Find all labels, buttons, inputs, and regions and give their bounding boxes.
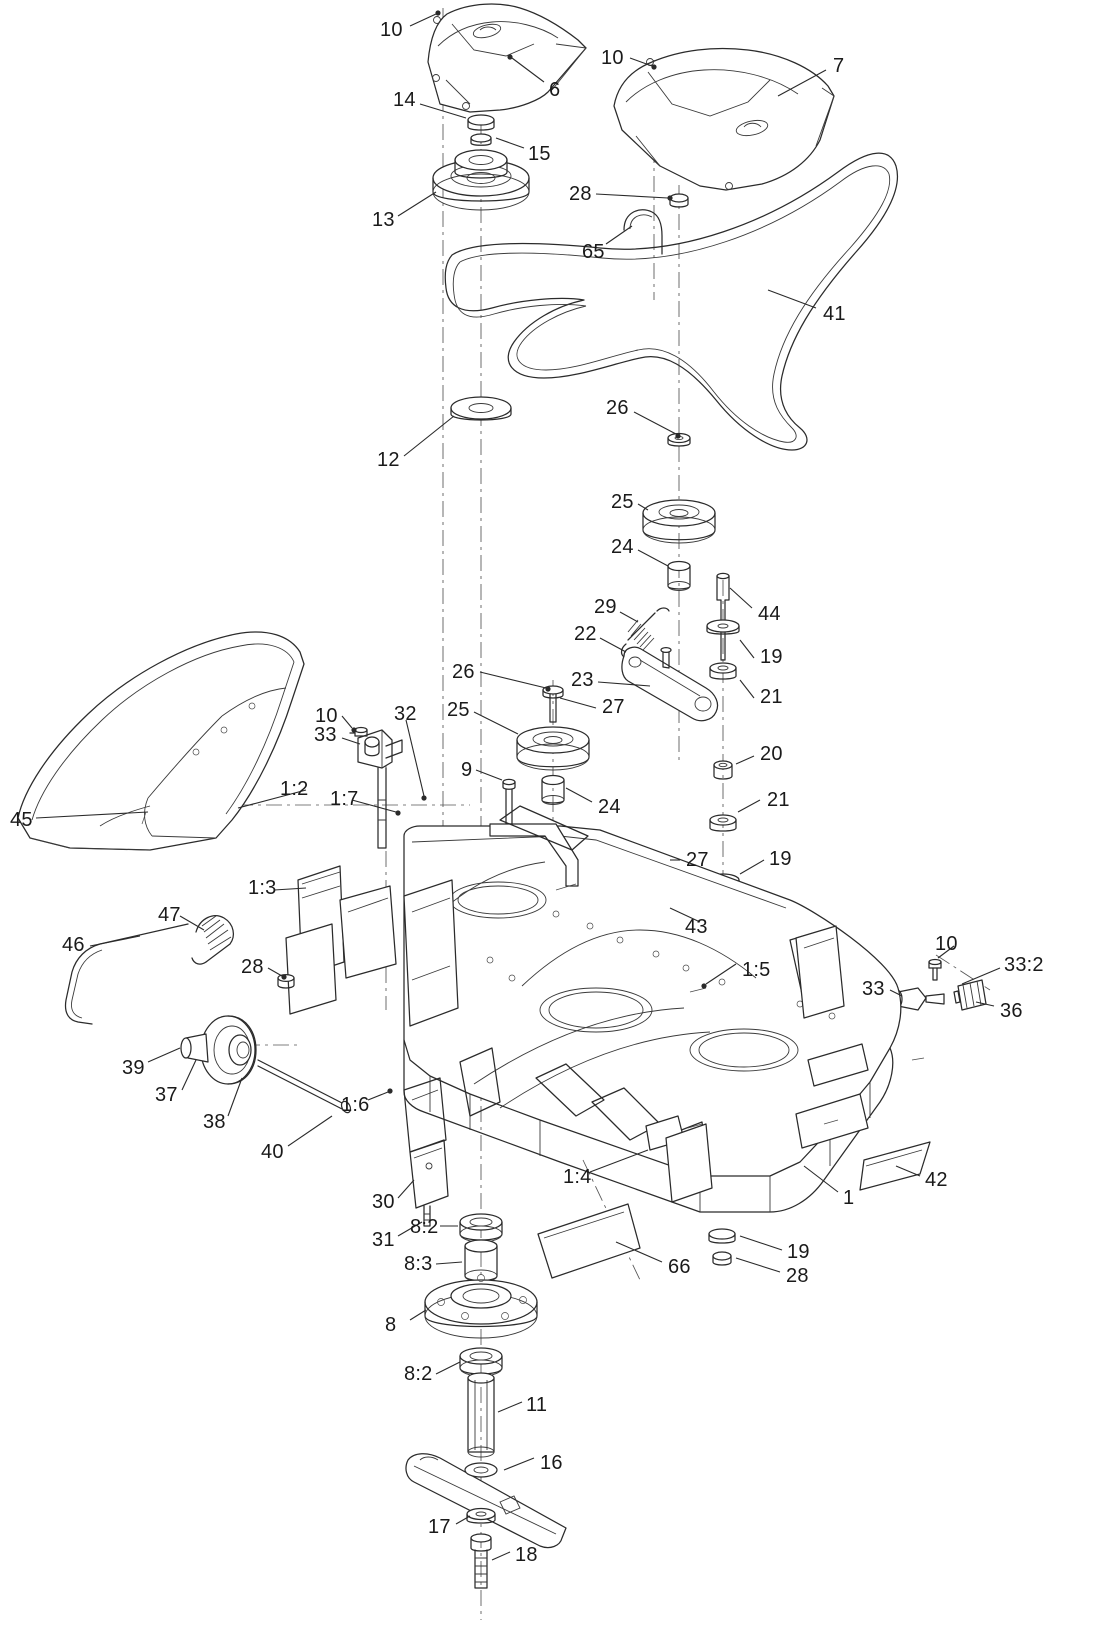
part-1-mower-deck bbox=[286, 806, 924, 1212]
callout-19: 19 bbox=[769, 848, 792, 870]
callout-8-3: 8:3 bbox=[404, 1253, 433, 1275]
part-42-deck-shield bbox=[860, 1142, 930, 1190]
callout-10: 10 bbox=[935, 933, 958, 955]
callout-12: 12 bbox=[377, 449, 400, 471]
part-45-discharge-deflector bbox=[18, 632, 304, 850]
callout-21: 21 bbox=[760, 686, 783, 708]
callout-26: 26 bbox=[606, 397, 629, 419]
callout-46: 46 bbox=[62, 934, 85, 956]
callout-18: 18 bbox=[515, 1544, 538, 1566]
callout-27: 27 bbox=[602, 696, 625, 718]
part-32-bracket bbox=[358, 730, 402, 848]
callout-23: 23 bbox=[571, 669, 594, 691]
callout-65: 65 bbox=[582, 241, 605, 263]
callout-25: 25 bbox=[611, 491, 634, 513]
part-25-idler-pulley-lower bbox=[517, 727, 589, 770]
callout-1-3: 1:3 bbox=[248, 877, 277, 899]
callout-24: 24 bbox=[598, 796, 621, 818]
center-lines bbox=[150, 8, 990, 1620]
callout-1-5: 1:5 bbox=[742, 959, 771, 981]
callout-27: 27 bbox=[686, 849, 709, 871]
callout-7: 7 bbox=[833, 55, 845, 77]
callout-33: 33 bbox=[862, 978, 885, 1000]
part-28-nut-top bbox=[670, 194, 688, 207]
callout-28: 28 bbox=[569, 183, 592, 205]
callout-8-2: 8:2 bbox=[404, 1363, 433, 1385]
callout-41: 41 bbox=[823, 303, 846, 325]
callout-38: 38 bbox=[203, 1111, 226, 1133]
callout-25: 25 bbox=[447, 699, 470, 721]
callout-9: 9 bbox=[461, 759, 473, 781]
callout-44: 44 bbox=[758, 603, 781, 625]
callout-29: 29 bbox=[594, 596, 617, 618]
part-19-28-fastener bbox=[709, 1229, 735, 1265]
callout-10: 10 bbox=[380, 19, 403, 41]
callout-1-2: 1:2 bbox=[280, 778, 309, 800]
callout-1-4: 1:4 bbox=[563, 1166, 592, 1188]
callout-10: 10 bbox=[315, 705, 338, 727]
part-21-bushing-b bbox=[710, 815, 736, 831]
part-7-belt-cover-right bbox=[614, 49, 834, 191]
part-66-baffle bbox=[538, 1204, 640, 1278]
callout-1-7: 1:7 bbox=[330, 788, 359, 810]
callout-1: 1 bbox=[843, 1187, 855, 1209]
part-11-spindle-shaft bbox=[468, 1373, 494, 1457]
callout-19: 19 bbox=[787, 1241, 810, 1263]
part-22-23-idler-arm bbox=[622, 647, 718, 720]
callout-10: 10 bbox=[601, 47, 624, 69]
part-19-washer-a bbox=[707, 620, 739, 634]
callout-42: 42 bbox=[925, 1169, 948, 1191]
callout-8: 8 bbox=[385, 1314, 397, 1336]
part-12-pulley bbox=[451, 397, 511, 420]
callout-20: 20 bbox=[760, 743, 783, 765]
callout-36: 36 bbox=[1000, 1000, 1023, 1022]
callout-21: 21 bbox=[767, 789, 790, 811]
callout-17: 17 bbox=[428, 1516, 451, 1538]
callout-14: 14 bbox=[393, 89, 416, 111]
callout-37: 37 bbox=[155, 1084, 178, 1106]
part-8-spindle-assembly bbox=[425, 1214, 537, 1376]
callout-47: 47 bbox=[158, 904, 181, 926]
callout-1-6: 1:6 bbox=[341, 1094, 370, 1116]
callout-40: 40 bbox=[261, 1141, 284, 1163]
part-10-screw-right bbox=[929, 960, 941, 981]
callout-32: 32 bbox=[394, 703, 417, 725]
callout-11: 11 bbox=[526, 1394, 548, 1416]
callout-30: 30 bbox=[372, 1191, 395, 1213]
callout-19: 19 bbox=[760, 646, 783, 668]
callout-8-2: 8:2 bbox=[410, 1216, 439, 1238]
part-37-38-39-40-caster-wheel bbox=[181, 1016, 352, 1114]
part-6-belt-cover-left bbox=[428, 4, 586, 112]
callout-16: 16 bbox=[540, 1452, 563, 1474]
callout-22: 22 bbox=[574, 623, 597, 645]
callout-43: 43 bbox=[685, 916, 708, 938]
part-47-torsion-spring bbox=[192, 916, 233, 964]
callout-24: 24 bbox=[611, 536, 634, 558]
callout-45: 45 bbox=[10, 809, 33, 831]
callout-28: 28 bbox=[786, 1265, 809, 1287]
part-30-31-plate bbox=[410, 1140, 448, 1226]
callout-6: 6 bbox=[549, 79, 561, 101]
callout-15: 15 bbox=[528, 143, 551, 165]
part-36-connector bbox=[954, 980, 986, 1010]
callout-39: 39 bbox=[122, 1057, 145, 1079]
callout-66: 66 bbox=[668, 1256, 691, 1278]
callout-33: 33 bbox=[314, 724, 337, 746]
callout-31: 31 bbox=[372, 1229, 395, 1251]
callout-13: 13 bbox=[372, 209, 395, 231]
callout-26: 26 bbox=[452, 661, 475, 683]
callout-28: 28 bbox=[241, 956, 264, 978]
callout-33-2: 33:2 bbox=[1004, 954, 1044, 976]
